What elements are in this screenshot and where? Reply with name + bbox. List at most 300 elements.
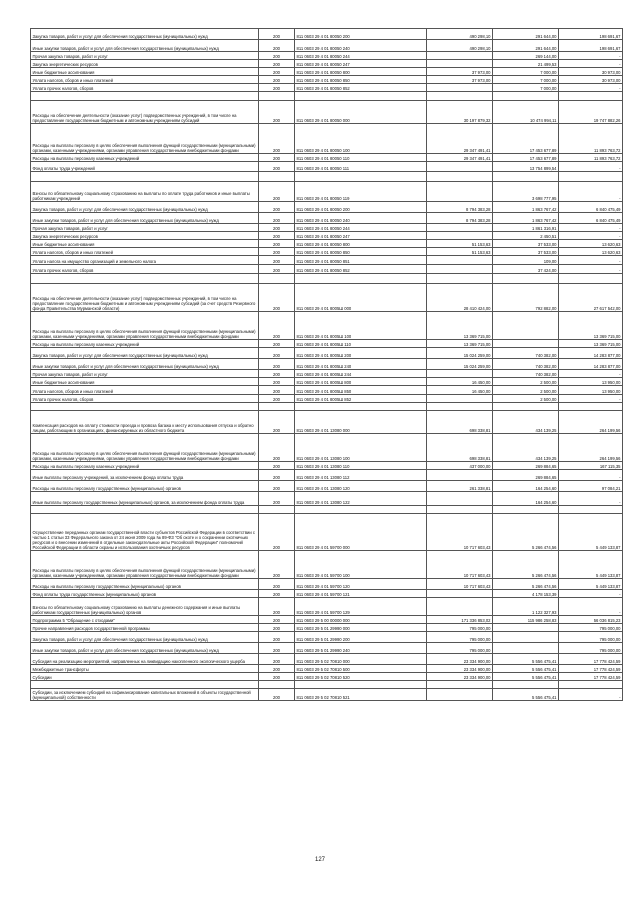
- indicator-name-cell: Закупка энергетических ресурсов: [31, 232, 259, 240]
- unexecuted-appropriations-cell: -: [559, 182, 623, 202]
- budget-classification-code-cell: 811 0603 29 4 01 80050 247: [295, 60, 427, 68]
- indicator-name-cell: Иные закупки товаров, работ и услуг для обеспечения государственных (муниципальных) нужд: [31, 40, 259, 52]
- executed-amount-cell: 7 000,00: [493, 68, 559, 76]
- budget-classification-code-cell: 811 0603 29 5 01 29990 240: [295, 643, 427, 654]
- approved-appropriations-cell: 490 298,10: [427, 29, 493, 40]
- approved-appropriations-cell: [427, 224, 493, 232]
- line-code-cell: 200: [259, 632, 295, 643]
- table-row: [31, 248, 623, 256]
- line-code-cell: 200: [259, 514, 295, 551]
- table-row: [31, 274, 623, 284]
- indicator-name-cell: Уплата прочих налогов, сборов: [31, 84, 259, 92]
- unexecuted-appropriations-cell: 97 084,21: [559, 481, 623, 492]
- indicator-name-cell: Расходы на выплаты персоналу в целях обеспечения выполнения функций государственными (муниципальными) органами, казенными учреждениями, органами управления государственными внебюджетными фондами: [31, 434, 259, 462]
- indicator-name-cell: Расходы на выплаты персоналу казенных учреждений: [31, 340, 259, 348]
- budget-classification-code-cell: 811 0603 29 4 01 80050 850: [295, 248, 427, 256]
- unexecuted-appropriations-cell: 11 893 763,72: [559, 154, 623, 162]
- approved-appropriations-cell: 13 369 715,00: [427, 312, 493, 340]
- indicator-name-cell: [31, 92, 259, 101]
- budget-classification-code-cell: 811 0603 29 4 01 13080 120: [295, 481, 427, 492]
- indicator-name-cell: Уплата налога на имущество организаций и земельного налога: [31, 256, 259, 265]
- indicator-name-cell: Расходы на выплаты персоналу в целях обеспечения выполнения функций государственными (муниципальными) органами, казенными учреждениями, органами управления государственными внебюджетными фондами: [31, 312, 259, 340]
- budget-classification-code-cell: 811 0603 29 4 01 59700 100: [295, 551, 427, 579]
- budget-classification-code-cell: [295, 172, 427, 182]
- indicator-name-cell: [31, 681, 259, 689]
- line-code-cell: [259, 172, 295, 182]
- table-row: [31, 370, 623, 378]
- budget-classification-code-cell: 811 0603 29 4 01 59700 120: [295, 579, 427, 590]
- table-row: [31, 202, 623, 213]
- indicator-name-cell: Закупка товаров, работ и услуг для обеспечения государственных (муниципальных) нужд: [31, 29, 259, 40]
- budget-classification-code-cell: 811 0603 29 5 01 29990 200: [295, 632, 427, 643]
- table-row: [31, 76, 623, 84]
- approved-appropriations-cell: [427, 598, 493, 616]
- indicator-name-cell: Уплата налогов, сборов и иных платежей: [31, 386, 259, 395]
- line-code-cell: 200: [259, 40, 295, 52]
- budget-classification-code-cell: 811 0603 29 4 01 8005Ш 240: [295, 359, 427, 370]
- indicator-name-cell: Осуществление переданных органам государственной власти субъектов Российской Федерации в соответствии с частью 1 статьи 33 Федерального закона от 24 июня 2009 года № 89-ФЗ "Об охоте и о сохранении охотничьих ресурсов и о внесении изменений в отдельные законодательные акты Российской Федерации" полномочий Российской Федерации в области охраны и использования охотничьих ресурсов: [31, 514, 259, 551]
- executed-amount-cell: 37 424,00: [493, 265, 559, 274]
- line-code-cell: 200: [259, 470, 295, 481]
- unexecuted-appropriations-cell: 27 617 542,00: [559, 284, 623, 312]
- budget-classification-code-cell: 811 0603 29 4 01 80050 244: [295, 224, 427, 232]
- indicator-name-cell: Фонд оплаты труда государственных (муниципальных) органов: [31, 590, 259, 598]
- indicator-name-cell: Закупка товаров, работ и услуг для обеспечения государственных (муниципальных) нужд: [31, 348, 259, 359]
- executed-amount-cell: 17 453 677,89: [493, 154, 559, 162]
- budget-classification-code-cell: 811 0603 29 4 01 80050 240: [295, 213, 427, 224]
- budget-classification-code-cell: 811 0603 29 4 01 80050 247: [295, 232, 427, 240]
- indicator-name-cell: Подпрограмма 5 "Обращение с отходами": [31, 616, 259, 624]
- line-code-cell: [259, 274, 295, 284]
- unexecuted-appropriations-cell: 198 691,67: [559, 29, 623, 40]
- executed-amount-cell: [493, 681, 559, 689]
- budget-classification-code-cell: 811 0603 29 5 02 70810 500: [295, 665, 427, 673]
- budget-classification-code-cell: 811 0603 29 5 01 29990 000: [295, 624, 427, 632]
- approved-appropriations-cell: 8 794 383,28: [427, 213, 493, 224]
- indicator-name-cell: Расходы на выплаты персоналу казенных учреждений: [31, 462, 259, 470]
- budget-classification-code-cell: 811 0603 29 4 01 80050 110: [295, 154, 427, 162]
- table-row: [31, 598, 623, 616]
- unexecuted-appropriations-cell: 795 000,00: [559, 624, 623, 632]
- executed-amount-cell: 740 382,00: [493, 348, 559, 359]
- table-row: [31, 348, 623, 359]
- table-row: [31, 643, 623, 654]
- unexecuted-appropriations-cell: -: [559, 256, 623, 265]
- table-row: [31, 40, 623, 52]
- approved-appropriations-cell: 10 717 603,43: [427, 579, 493, 590]
- unexecuted-appropriations-cell: [559, 172, 623, 182]
- table-row: [31, 681, 623, 689]
- executed-amount-cell: 7 000,00: [493, 76, 559, 84]
- unexecuted-appropriations-cell: 795 000,00: [559, 643, 623, 654]
- unexecuted-appropriations-cell: 17 778 424,59: [559, 673, 623, 681]
- approved-appropriations-cell: [427, 492, 493, 506]
- unexecuted-appropriations-cell: -: [559, 689, 623, 701]
- budget-classification-code-cell: 811 0603 29 4 01 8005Ш 200: [295, 348, 427, 359]
- budget-classification-code-cell: [295, 274, 427, 284]
- line-code-cell: 200: [259, 52, 295, 60]
- table-row: [31, 616, 623, 624]
- line-code-cell: 200: [259, 101, 295, 124]
- executed-amount-cell: 3 698 777,95: [493, 182, 559, 202]
- budget-classification-code-cell: 811 0603 29 4 01 8005Ш 850: [295, 386, 427, 395]
- table-row: [31, 579, 623, 590]
- unexecuted-appropriations-cell: -: [559, 598, 623, 616]
- table-row: [31, 462, 623, 470]
- indicator-name-cell: Прочая закупка товаров, работ и услуг: [31, 224, 259, 232]
- budget-classification-code-cell: 811 0603 29 5 00 00000 000: [295, 616, 427, 624]
- line-code-cell: 200: [259, 665, 295, 673]
- executed-amount-cell: 2 500,00: [493, 386, 559, 395]
- line-code-cell: [259, 403, 295, 411]
- executed-amount-cell: 5 556 475,41: [493, 673, 559, 681]
- unexecuted-appropriations-cell: 13 369 715,00: [559, 312, 623, 340]
- line-code-cell: 200: [259, 284, 295, 312]
- budget-classification-code-cell: 811 0603 29 4 01 80050 850: [295, 76, 427, 84]
- table-row: [31, 265, 623, 274]
- line-code-cell: 200: [259, 232, 295, 240]
- approved-appropriations-cell: 29 347 491,41: [427, 124, 493, 154]
- table-row: [31, 124, 623, 154]
- line-code-cell: [259, 506, 295, 514]
- unexecuted-appropriations-cell: 56 036 815,23: [559, 616, 623, 624]
- executed-amount-cell: 37 533,00: [493, 240, 559, 248]
- executed-amount-cell: 2 500,00: [493, 395, 559, 403]
- executed-amount-cell: 13 754 899,54: [493, 162, 559, 172]
- indicator-name-cell: Иные бюджетные ассигнования: [31, 378, 259, 386]
- line-code-cell: 200: [259, 673, 295, 681]
- approved-appropriations-cell: [427, 681, 493, 689]
- line-code-cell: 200: [259, 411, 295, 434]
- executed-amount-cell: 5 556 475,41: [493, 689, 559, 701]
- table-row: [31, 284, 623, 312]
- approved-appropriations-cell: 23 334 900,00: [427, 665, 493, 673]
- unexecuted-appropriations-cell: 19 747 882,26: [559, 101, 623, 124]
- executed-amount-cell: 7 000,00: [493, 84, 559, 92]
- unexecuted-appropriations-cell: [559, 681, 623, 689]
- unexecuted-appropriations-cell: 11 893 763,72: [559, 124, 623, 154]
- unexecuted-appropriations-cell: -: [559, 395, 623, 403]
- indicator-name-cell: Субсидия на реализацию мероприятий, направленных на ликвидацию накопленного экологического ущерба: [31, 654, 259, 665]
- table-row: [31, 492, 623, 506]
- approved-appropriations-cell: [427, 172, 493, 182]
- budget-classification-code-cell: 811 0603 29 4 01 59700 129: [295, 598, 427, 616]
- line-code-cell: 200: [259, 60, 295, 68]
- table-row: [31, 101, 623, 124]
- unexecuted-appropriations-cell: -: [559, 470, 623, 481]
- executed-amount-cell: 115 986 258,83: [493, 616, 559, 624]
- indicator-name-cell: Расходы на выплаты персоналу казенных учреждений: [31, 154, 259, 162]
- indicator-name-cell: Расходы на выплаты персоналу государственных (муниципальных) органов: [31, 481, 259, 492]
- executed-amount-cell: 164 254,60: [493, 492, 559, 506]
- approved-appropriations-cell: [427, 590, 493, 598]
- table-row: [31, 665, 623, 673]
- budget-classification-code-cell: 811 0603 29 4 01 80050 800: [295, 68, 427, 76]
- line-code-cell: [259, 92, 295, 101]
- line-code-cell: 200: [259, 84, 295, 92]
- table-row: [31, 172, 623, 182]
- approved-appropriations-cell: 15 024 259,00: [427, 348, 493, 359]
- approved-appropriations-cell: [427, 265, 493, 274]
- executed-amount-cell: 5 266 474,56: [493, 579, 559, 590]
- line-code-cell: 200: [259, 76, 295, 84]
- table-row: [31, 624, 623, 632]
- table-row: [31, 689, 623, 701]
- line-code-cell: 200: [259, 359, 295, 370]
- unexecuted-appropriations-cell: [559, 403, 623, 411]
- unexecuted-appropriations-cell: 17 778 424,59: [559, 665, 623, 673]
- executed-amount-cell: 21 499,53: [493, 60, 559, 68]
- budget-execution-table: [30, 28, 623, 701]
- table-row: [31, 395, 623, 403]
- budget-classification-code-cell: 811 0603 29 5 02 70810 520: [295, 673, 427, 681]
- line-code-cell: 200: [259, 492, 295, 506]
- line-code-cell: 200: [259, 386, 295, 395]
- line-code-cell: 200: [259, 370, 295, 378]
- indicator-name-cell: Компенсация расходов на оплату стоимости проезда и провоза багажа к месту использования отпуска и обратно лицам, работающим в организациях, финансируемых из областного бюджета: [31, 411, 259, 434]
- unexecuted-appropriations-cell: 6 840 475,49: [559, 213, 623, 224]
- indicator-name-cell: Закупка товаров, работ и услуг для обеспечения государственных (муниципальных) нужд: [31, 202, 259, 213]
- approved-appropriations-cell: 795 000,00: [427, 624, 493, 632]
- executed-amount-cell: 2 500,00: [493, 378, 559, 386]
- approved-appropriations-cell: 171 336 853,02: [427, 616, 493, 624]
- indicator-name-cell: Взносы по обязательному социальному страхованию на выплаты по оплате труда работников и иные выплаты работникам учреждений: [31, 182, 259, 202]
- budget-classification-code-cell: 811 0603 29 4 01 80050 244: [295, 52, 427, 60]
- unexecuted-appropriations-cell: 5 449 133,87: [559, 551, 623, 579]
- approved-appropriations-cell: 10 717 603,43: [427, 551, 493, 579]
- approved-appropriations-cell: [427, 395, 493, 403]
- unexecuted-appropriations-cell: -: [559, 590, 623, 598]
- approved-appropriations-cell: 28 410 424,00: [427, 284, 493, 312]
- table-row: [31, 340, 623, 348]
- unexecuted-appropriations-cell: [559, 506, 623, 514]
- line-code-cell: [259, 681, 295, 689]
- line-code-cell: 200: [259, 248, 295, 256]
- table-row: [31, 162, 623, 172]
- page-number: 127: [314, 857, 325, 863]
- line-code-cell: 200: [259, 29, 295, 40]
- approved-appropriations-cell: 37 973,00: [427, 68, 493, 76]
- executed-amount-cell: 792 882,00: [493, 284, 559, 312]
- approved-appropriations-cell: [427, 52, 493, 60]
- approved-appropriations-cell: [427, 182, 493, 202]
- budget-classification-code-cell: 811 0603 29 4 01 8005Ш 852: [295, 395, 427, 403]
- approved-appropriations-cell: 10 717 603,43: [427, 514, 493, 551]
- executed-amount-cell: 37 533,00: [493, 248, 559, 256]
- line-code-cell: 200: [259, 579, 295, 590]
- line-code-cell: 200: [259, 265, 295, 274]
- indicator-name-cell: Иные выплаты персоналу учреждений, за исключением фонда оплаты труда: [31, 470, 259, 481]
- approved-appropriations-cell: [427, 470, 493, 481]
- budget-classification-code-cell: 811 0603 29 5 02 70810 000: [295, 654, 427, 665]
- unexecuted-appropriations-cell: [559, 274, 623, 284]
- budget-classification-code-cell: 811 0603 29 4 01 8005Ш 244: [295, 370, 427, 378]
- unexecuted-appropriations-cell: 14 283 877,00: [559, 348, 623, 359]
- budget-classification-code-cell: 811 0603 29 4 01 13080 000: [295, 411, 427, 434]
- executed-amount-cell: [493, 92, 559, 101]
- line-code-cell: 200: [259, 312, 295, 340]
- line-code-cell: 200: [259, 624, 295, 632]
- table-row: [31, 232, 623, 240]
- line-code-cell: 200: [259, 182, 295, 202]
- indicator-name-cell: Расходы на обеспечение деятельности (оказание услуг) подведомственных учреждений, в том числе на предоставление государственным бюджетным и автономным учреждениям субсидий: [31, 101, 259, 124]
- table-row: [31, 632, 623, 643]
- budget-classification-code-cell: 811 0603 29 4 01 13080 112: [295, 470, 427, 481]
- indicator-name-cell: Расходы на обеспечение деятельности (оказание услуг) подведомственных учреждений, в том числе на предоставление государственным бюджетным и автономным учреждениям субсидий (за счет средств Резервного фонда Правительства Мурманской области): [31, 284, 259, 312]
- unexecuted-appropriations-cell: -: [559, 60, 623, 68]
- budget-classification-code-cell: 811 0603 29 4 01 80050 119: [295, 182, 427, 202]
- line-code-cell: 200: [259, 551, 295, 579]
- line-code-cell: 200: [259, 256, 295, 265]
- indicator-name-cell: [31, 506, 259, 514]
- line-code-cell: 200: [259, 240, 295, 248]
- approved-appropriations-cell: 698 338,81: [427, 411, 493, 434]
- budget-classification-code-cell: 811 0603 29 4 01 80050 851: [295, 256, 427, 265]
- executed-amount-cell: 434 139,25: [493, 434, 559, 462]
- indicator-name-cell: Прочие направления расходов государственной программы: [31, 624, 259, 632]
- unexecuted-appropriations-cell: 13 950,00: [559, 386, 623, 395]
- executed-amount-cell: 1 861 316,91: [493, 224, 559, 232]
- indicator-name-cell: Расходы на выплаты персоналу в целях обеспечения выполнения функций государственными (муниципальными) органами, казенными учреждениями, органами управления государственными внебюджетными фондами: [31, 124, 259, 154]
- executed-amount-cell: [493, 632, 559, 643]
- indicator-name-cell: Иные бюджетные ассигнования: [31, 240, 259, 248]
- executed-amount-cell: 269 144,00: [493, 52, 559, 60]
- table-row: [31, 182, 623, 202]
- approved-appropriations-cell: [427, 256, 493, 265]
- executed-amount-cell: 1 122 327,93: [493, 598, 559, 616]
- unexecuted-appropriations-cell: 167 115,35: [559, 462, 623, 470]
- indicator-name-cell: Расходы на выплаты персоналу в целях обеспечения выполнения функций государственными (муниципальными) органами, казенными учреждениями, органами управления государственными внебюджетными фондами: [31, 551, 259, 579]
- line-code-cell: 200: [259, 348, 295, 359]
- executed-amount-cell: [493, 274, 559, 284]
- indicator-name-cell: Фонд оплаты труда учреждений: [31, 162, 259, 172]
- unexecuted-appropriations-cell: -: [559, 224, 623, 232]
- unexecuted-appropriations-cell: 13 620,63: [559, 240, 623, 248]
- table-row: [31, 154, 623, 162]
- line-code-cell: 200: [259, 162, 295, 172]
- table-row: [31, 590, 623, 598]
- indicator-name-cell: Иные закупки товаров, работ и услуг для обеспечения государственных (муниципальных) нужд: [31, 359, 259, 370]
- executed-amount-cell: 17 453 677,89: [493, 124, 559, 154]
- approved-appropriations-cell: 37 973,00: [427, 76, 493, 84]
- budget-classification-code-cell: 811 0603 29 4 01 80050 800: [295, 240, 427, 248]
- budget-classification-code-cell: 811 0603 29 4 01 8005Ш 800: [295, 378, 427, 386]
- table-row: [31, 92, 623, 101]
- budget-classification-code-cell: 811 0603 29 4 01 8005Ш 110: [295, 340, 427, 348]
- approved-appropriations-cell: 261 338,81: [427, 481, 493, 492]
- executed-amount-cell: 5 556 475,41: [493, 665, 559, 673]
- budget-classification-code-cell: [295, 403, 427, 411]
- approved-appropriations-cell: 490 298,10: [427, 40, 493, 52]
- budget-classification-code-cell: 811 0603 29 5 02 70810 521: [295, 689, 427, 701]
- table-row: [31, 434, 623, 462]
- table-row: [31, 256, 623, 265]
- budget-classification-code-cell: 811 0603 29 4 01 13080 122: [295, 492, 427, 506]
- unexecuted-appropriations-cell: 5 449 133,87: [559, 514, 623, 551]
- indicator-name-cell: Прочая закупка товаров, работ и услуг: [31, 52, 259, 60]
- unexecuted-appropriations-cell: [559, 92, 623, 101]
- unexecuted-appropriations-cell: -: [559, 162, 623, 172]
- table-row: [31, 654, 623, 665]
- table-row: [31, 386, 623, 395]
- table-row: [31, 29, 623, 40]
- executed-amount-cell: 740 382,00: [493, 370, 559, 378]
- approved-appropriations-cell: [427, 60, 493, 68]
- line-code-cell: 200: [259, 154, 295, 162]
- approved-appropriations-cell: [427, 506, 493, 514]
- executed-amount-cell: 164 254,60: [493, 481, 559, 492]
- budget-classification-code-cell: 811 0603 29 4 01 80050 200: [295, 202, 427, 213]
- approved-appropriations-cell: 29 347 491,41: [427, 154, 493, 162]
- indicator-name-cell: Закупка товаров, работ и услуг для обеспечения государственных (муниципальных) нужд: [31, 632, 259, 643]
- executed-amount-cell: [493, 643, 559, 654]
- approved-appropriations-cell: 16 450,00: [427, 386, 493, 395]
- indicator-name-cell: Уплата прочих налогов, сборов: [31, 395, 259, 403]
- table-row: [31, 403, 623, 411]
- table-row: [31, 470, 623, 481]
- table-row: [31, 240, 623, 248]
- indicator-name-cell: Иные выплаты персоналу государственных (муниципальных) органов, за исключением фонда оплаты труда: [31, 492, 259, 506]
- indicator-name-cell: Иные закупки товаров, работ и услуг для обеспечения государственных (муниципальных) нужд: [31, 643, 259, 654]
- budget-classification-code-cell: 811 0603 29 4 01 80050 000: [295, 101, 427, 124]
- budget-classification-code-cell: 811 0603 29 4 01 8005Ш 000: [295, 284, 427, 312]
- unexecuted-appropriations-cell: 5 449 133,87: [559, 579, 623, 590]
- line-code-cell: 200: [259, 202, 295, 213]
- approved-appropriations-cell: [427, 162, 493, 172]
- line-code-cell: 200: [259, 689, 295, 701]
- indicator-name-cell: Иные закупки товаров, работ и услуг для обеспечения государственных (муниципальных) нужд: [31, 213, 259, 224]
- line-code-cell: 200: [259, 340, 295, 348]
- line-code-cell: 200: [259, 590, 295, 598]
- approved-appropriations-cell: [427, 689, 493, 701]
- indicator-name-cell: Межбюджетные трансферты: [31, 665, 259, 673]
- table-row: [31, 411, 623, 434]
- unexecuted-appropriations-cell: 30 973,00: [559, 68, 623, 76]
- executed-amount-cell: [493, 624, 559, 632]
- unexecuted-appropriations-cell: 198 691,67: [559, 40, 623, 52]
- indicator-name-cell: Уплата налогов, сборов и иных платежей: [31, 248, 259, 256]
- table-row: [31, 506, 623, 514]
- budget-classification-code-cell: 811 0603 29 4 01 80050 200: [295, 29, 427, 40]
- approved-appropriations-cell: [427, 232, 493, 240]
- approved-appropriations-cell: 795 000,00: [427, 632, 493, 643]
- unexecuted-appropriations-cell: 13 950,00: [559, 378, 623, 386]
- indicator-name-cell: Прочая закупка товаров, работ и услуг: [31, 370, 259, 378]
- unexecuted-appropriations-cell: -: [559, 52, 623, 60]
- executed-amount-cell: [493, 312, 559, 340]
- table-row: [31, 52, 623, 60]
- executed-amount-cell: 269 884,65: [493, 462, 559, 470]
- unexecuted-appropriations-cell: -: [559, 232, 623, 240]
- executed-amount-cell: 5 556 475,41: [493, 654, 559, 665]
- table-row: [31, 213, 623, 224]
- budget-classification-code-cell: 811 0603 29 4 01 13080 110: [295, 462, 427, 470]
- table-row: [31, 514, 623, 551]
- line-code-cell: 200: [259, 643, 295, 654]
- table-row: [31, 68, 623, 76]
- indicator-name-cell: [31, 172, 259, 182]
- executed-amount-cell: [493, 506, 559, 514]
- unexecuted-appropriations-cell: 795 000,00: [559, 632, 623, 643]
- unexecuted-appropriations-cell: 13 369 715,00: [559, 340, 623, 348]
- executed-amount-cell: 5 266 474,56: [493, 551, 559, 579]
- table-row: [31, 312, 623, 340]
- unexecuted-appropriations-cell: 264 199,56: [559, 411, 623, 434]
- executed-amount-cell: 291 644,00: [493, 40, 559, 52]
- indicator-name-cell: [31, 274, 259, 284]
- indicator-name-cell: Уплата прочих налогов, сборов: [31, 265, 259, 274]
- indicator-name-cell: Закупка энергетических ресурсов: [31, 60, 259, 68]
